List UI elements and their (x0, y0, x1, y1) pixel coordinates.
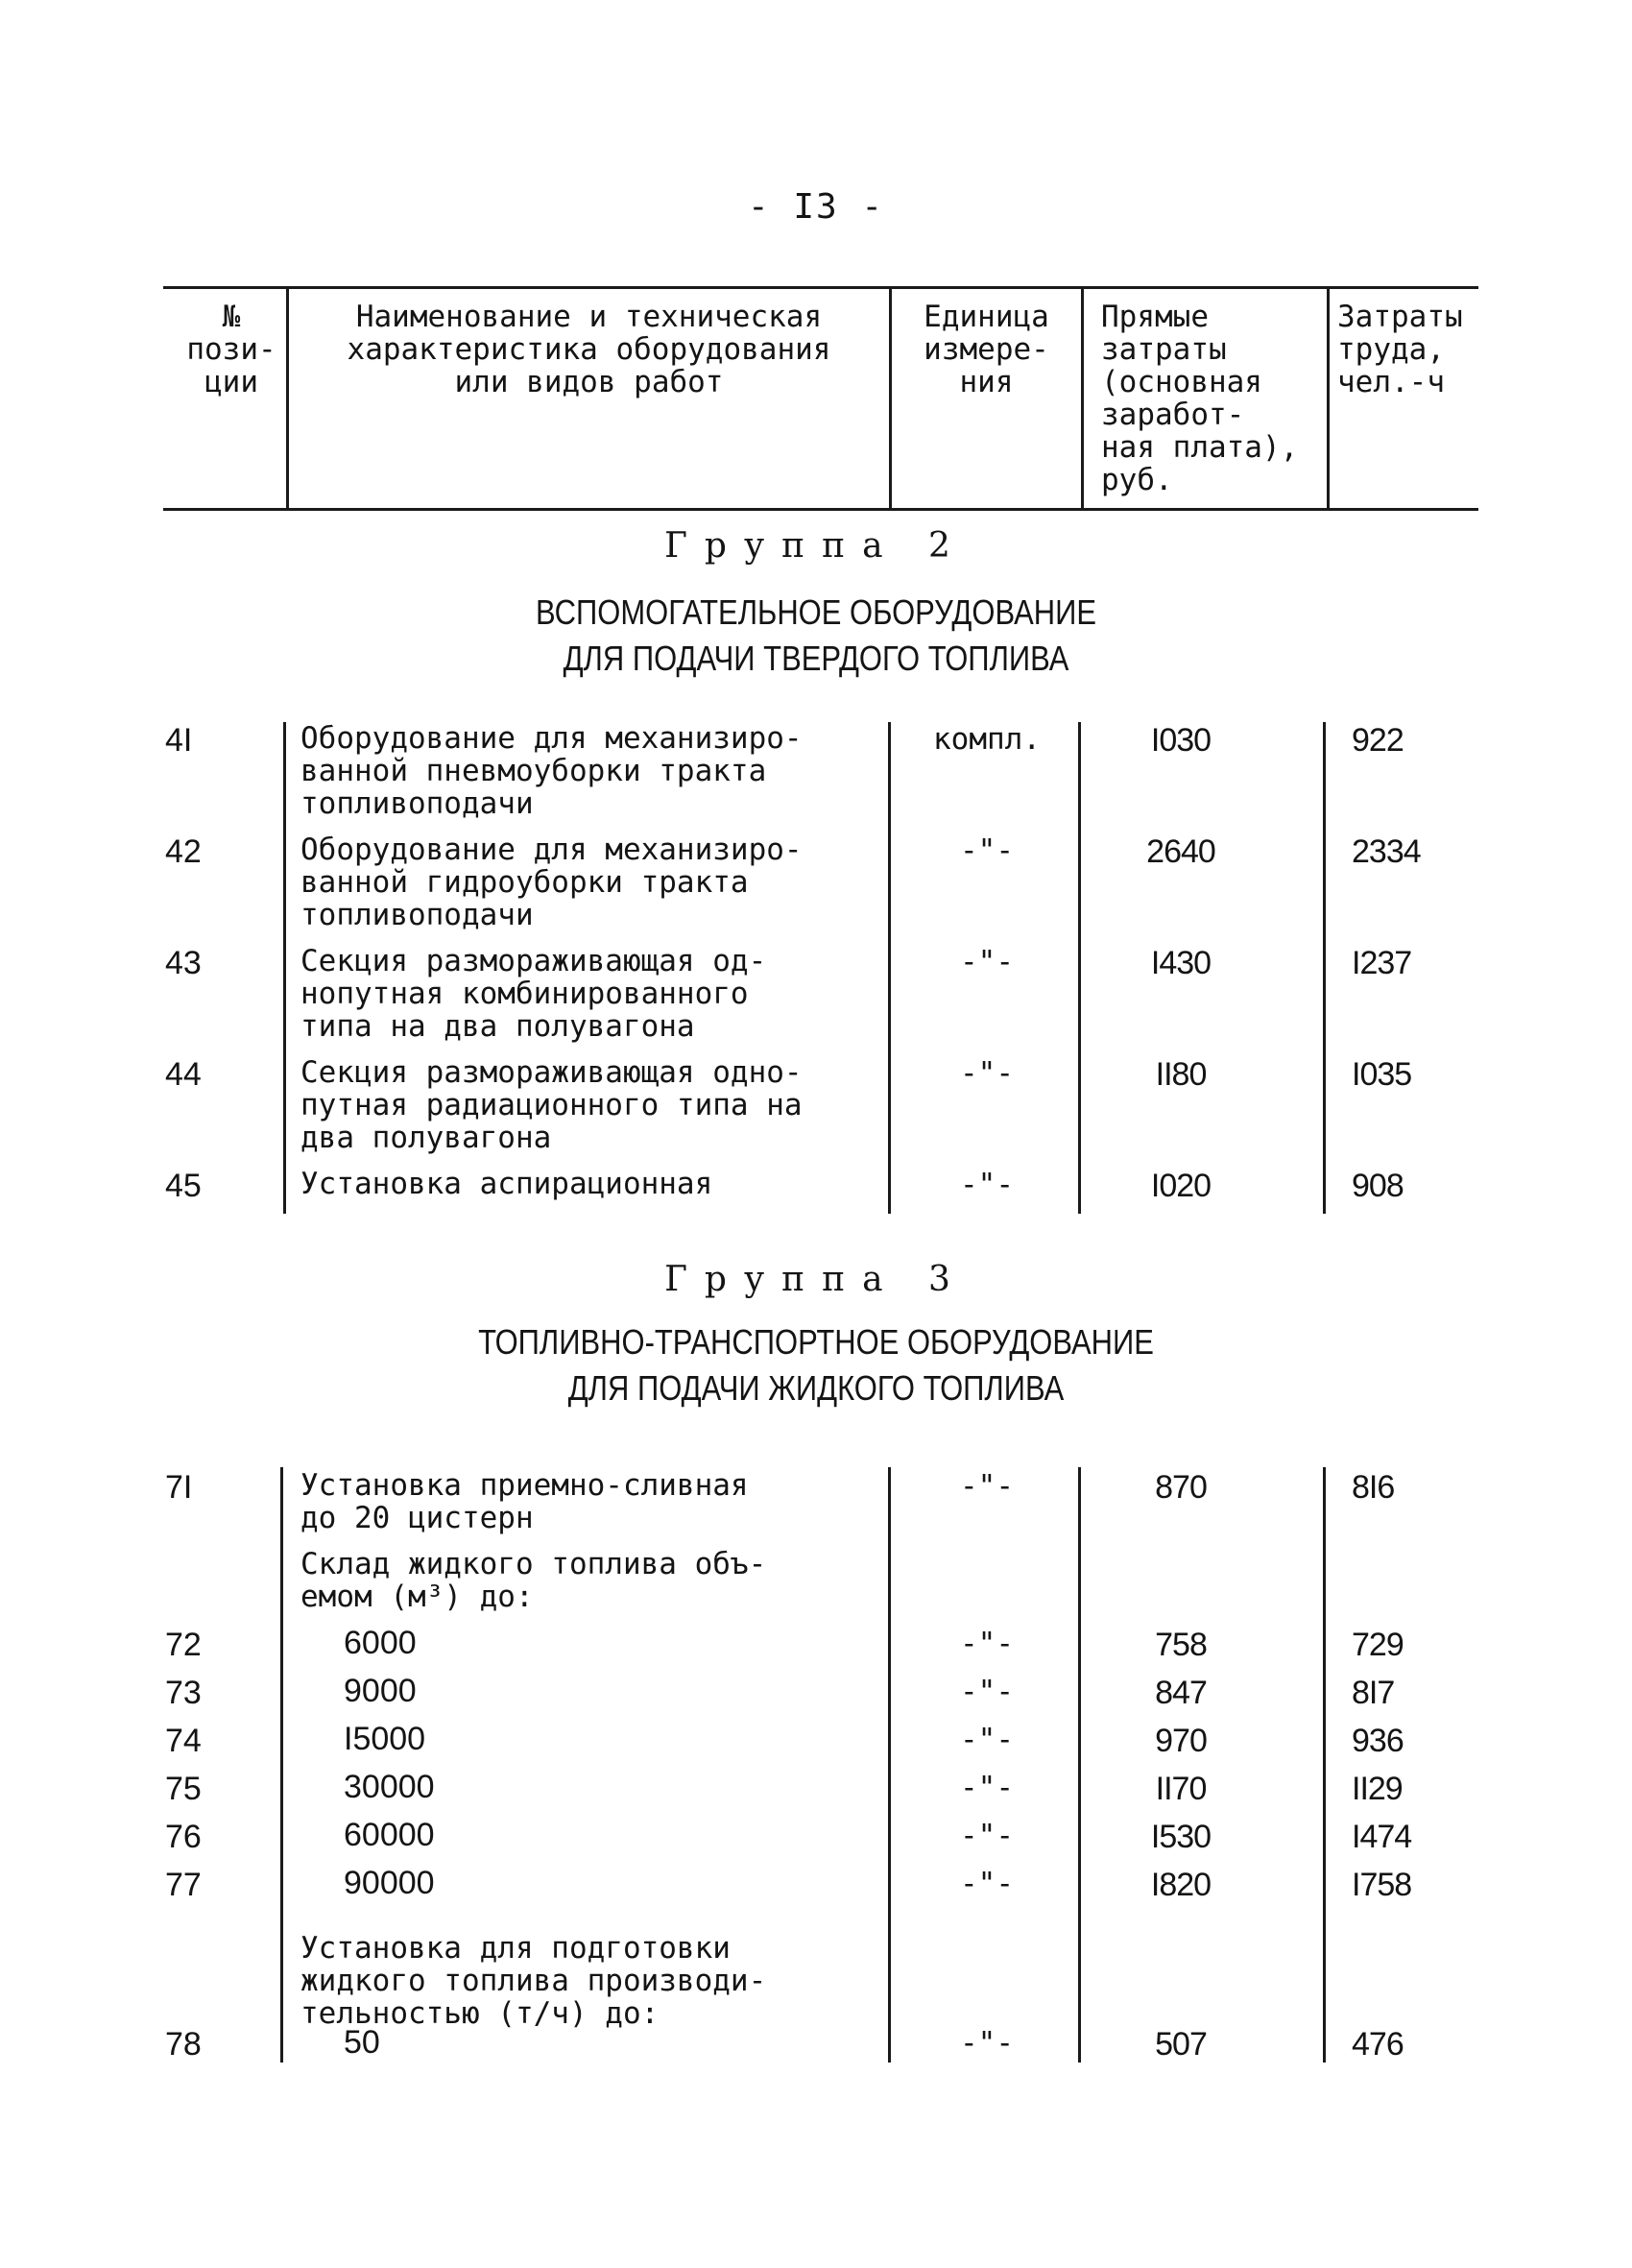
row-labor: 8I7 (1352, 1675, 1395, 1711)
row-cost: I020 (1150, 1168, 1212, 1204)
group-2-heading-line1: ВСПОМОГАТЕЛЬНОЕ ОБОРУДОВАНИЕ (536, 592, 1096, 632)
row-description: I5000 (344, 1721, 426, 1757)
row-number: 4I (165, 722, 193, 759)
row-description: Установка для подготовки жидкого топлива производи- тельностью (т/ч) до: (300, 1931, 767, 2031)
row-unit: -"- (960, 1056, 1014, 1091)
group-3-title: Группа 3 (664, 1260, 968, 1299)
group-2-heading (114, 590, 1518, 682)
row-labor: 922 (1352, 722, 1404, 759)
row-description: Секция размораживающая одно- путная радиационного типа на два полувагона (300, 1055, 803, 1155)
table-header (163, 286, 1478, 511)
group-2-divider-4 (1323, 722, 1326, 1214)
row-number: 75 (165, 1771, 202, 1807)
row-labor: I237 (1352, 945, 1412, 981)
row-description: Оборудование для механизиро- ванной пневмоуборки тракта топливоподачи (300, 721, 803, 821)
row-number: 43 (165, 945, 202, 981)
row-cost: I430 (1150, 945, 1212, 981)
group-3-divider-2 (888, 1467, 891, 2063)
row-labor: 729 (1352, 1627, 1404, 1663)
header-direct-cost: Прямые затраты (основная заработ- ная плата), руб. (1081, 289, 1327, 508)
group-3-divider-1 (280, 1467, 283, 2063)
row-description: Секция размораживающая од- нопутная комбинированного типа на два полувагона (300, 944, 767, 1044)
row-cost: 870 (1155, 1469, 1207, 1506)
row-number: 78 (165, 2026, 202, 2063)
row-cost: 758 (1155, 1627, 1207, 1663)
header-labor: Затраты труда, чел.-ч (1327, 289, 1478, 508)
row-unit: -"- (960, 2026, 1014, 2061)
row-unit: -"- (960, 945, 1014, 979)
row-unit: -"- (960, 1168, 1014, 1202)
header-unit: Единица измере- ния (889, 289, 1081, 508)
row-unit: -"- (960, 1819, 1014, 1853)
row-number: 42 (165, 833, 202, 870)
row-cost: 970 (1155, 1723, 1207, 1759)
row-description: 90000 (344, 1865, 435, 1901)
row-unit: -"- (960, 1771, 1014, 1805)
row-unit: -"- (960, 1867, 1014, 1901)
row-cost: II80 (1155, 1056, 1207, 1093)
row-unit: -"- (960, 1723, 1014, 1757)
row-number: 44 (165, 1056, 202, 1093)
row-unit: -"- (960, 1469, 1014, 1504)
row-labor: I035 (1352, 1056, 1412, 1093)
row-description: 60000 (344, 1817, 435, 1853)
group-2-divider-2 (888, 722, 891, 1214)
row-cost: I820 (1150, 1867, 1212, 1903)
row-description: 6000 (344, 1625, 417, 1661)
row-number: 73 (165, 1675, 202, 1711)
row-cost: 847 (1155, 1675, 1207, 1711)
row-labor: 8I6 (1352, 1469, 1395, 1506)
row-labor: II29 (1352, 1771, 1403, 1807)
row-description: 50 (344, 2024, 380, 2061)
row-unit: компл. (933, 722, 1041, 757)
row-labor: 2334 (1352, 833, 1421, 870)
row-labor: 908 (1352, 1168, 1404, 1204)
page-number: - I3 - (747, 187, 885, 227)
header-name: Наименование и техническая характеристика оборудования или видов работ (286, 289, 889, 508)
row-cost: I030 (1150, 722, 1212, 759)
row-cost: 507 (1155, 2026, 1207, 2063)
row-number: 74 (165, 1723, 202, 1759)
row-number: 45 (165, 1168, 202, 1204)
row-labor: I758 (1352, 1867, 1412, 1903)
row-labor: I474 (1352, 1819, 1412, 1855)
row-description: Установка приемно-сливная до 20 цистерн (300, 1468, 749, 1535)
row-cost: 2640 (1146, 833, 1215, 870)
row-description: Оборудование для механизиро- ванной гидроуборки тракта топливоподачи (300, 832, 803, 932)
row-description: Склад жидкого топлива объ- емом (м³) до: (300, 1547, 767, 1614)
group-3-divider-3 (1078, 1467, 1081, 2063)
group-3-heading-line2: ДЛЯ ПОДАЧИ ЖИДКОГО ТОПЛИВА (567, 1368, 1065, 1408)
row-number: 77 (165, 1867, 202, 1903)
row-description: 30000 (344, 1769, 435, 1805)
row-cost: II70 (1155, 1771, 1207, 1807)
group-2-heading-line2: ДЛЯ ПОДАЧИ ТВЕРДОГО ТОПЛИВА (563, 639, 1069, 678)
group-3-heading (114, 1319, 1518, 1411)
group-2-divider-1 (283, 722, 286, 1214)
header-position: № пози- ции (186, 300, 276, 399)
row-description: Установка аспирационная (300, 1167, 713, 1201)
row-number: 72 (165, 1627, 202, 1663)
group-2-title: Группа 2 (664, 526, 968, 566)
row-number: 7I (165, 1469, 193, 1506)
row-unit: -"- (960, 833, 1014, 868)
group-3-divider-4 (1323, 1467, 1326, 2063)
row-description: 9000 (344, 1673, 417, 1709)
row-cost: I530 (1150, 1819, 1212, 1855)
row-unit: -"- (960, 1627, 1014, 1661)
group-3-heading-line1: ТОПЛИВНО-ТРАНСПОРТНОЕ ОБОРУДОВАНИЕ (478, 1322, 1154, 1362)
row-labor: 476 (1352, 2026, 1404, 2063)
row-labor: 936 (1352, 1723, 1404, 1759)
row-unit: -"- (960, 1675, 1014, 1709)
row-number: 76 (165, 1819, 202, 1855)
